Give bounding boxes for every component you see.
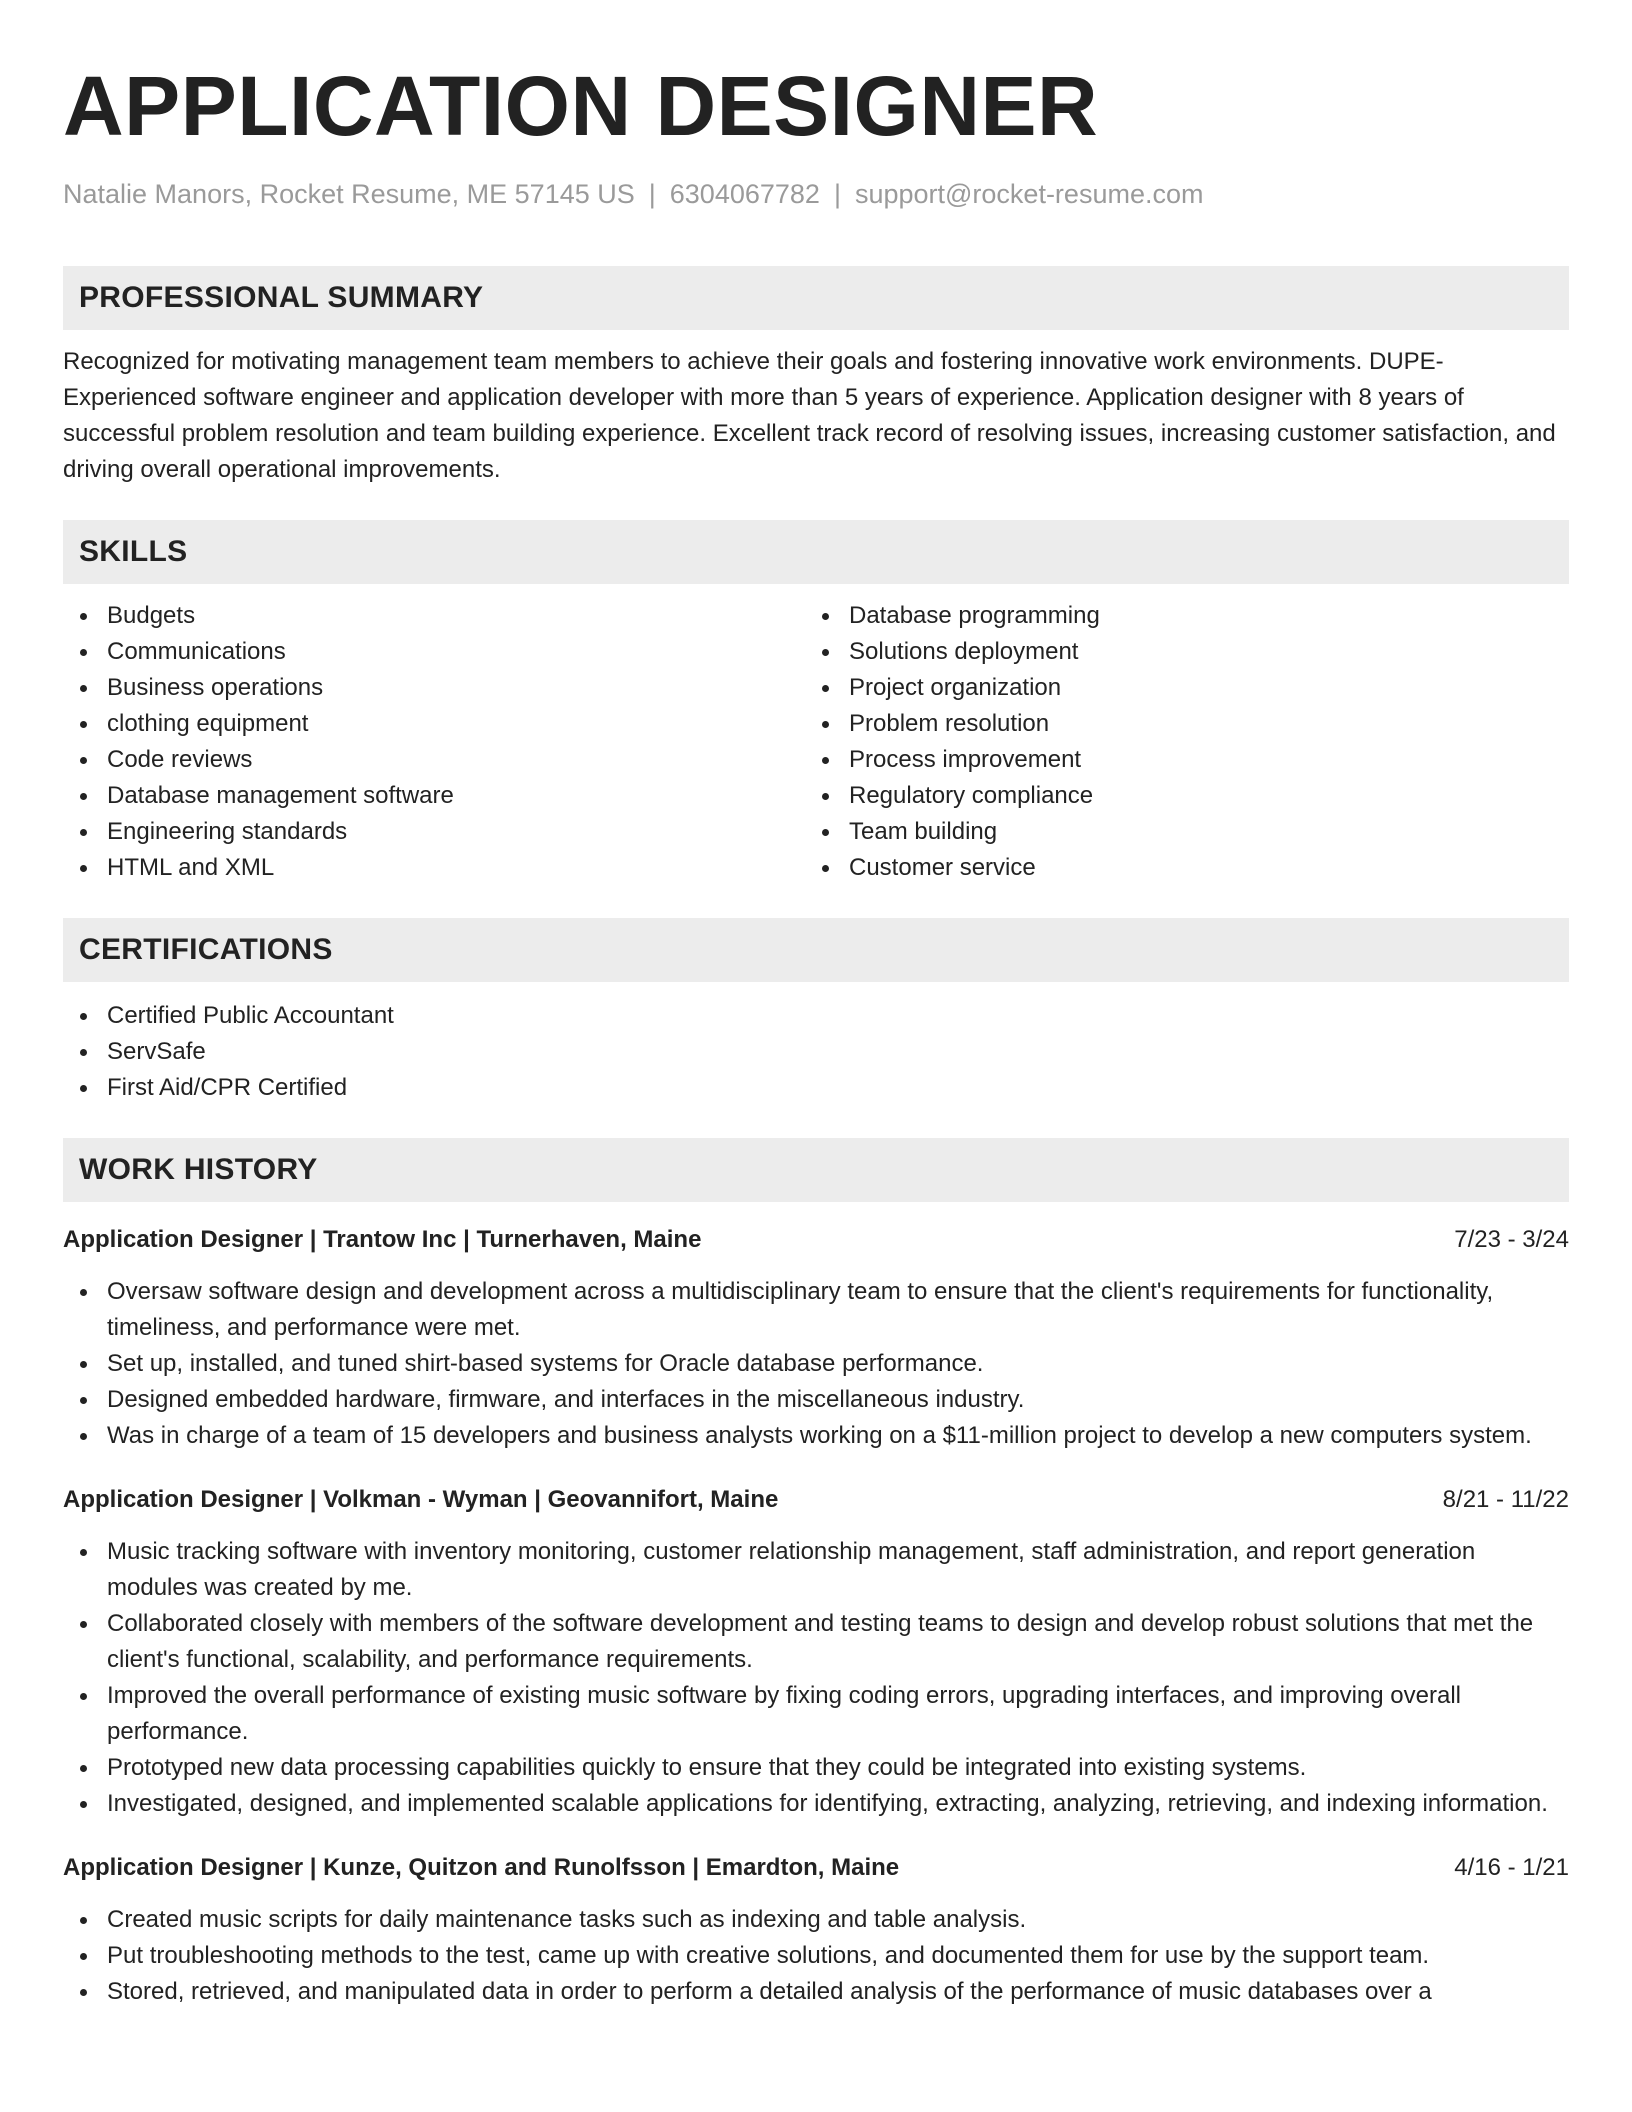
job-header <box>63 1222 1569 1258</box>
job-bullet: Oversaw software design and development across a multidisciplinary team to ensure that the client's requirements for functionality, timeliness, and performance were met. <box>107 1274 1569 1346</box>
job-header <box>63 1482 1569 1518</box>
job-bullet: Investigated, designed, and implemented scalable applications for identifying, extracting, analyzing, retrieving, and indexing information. <box>107 1786 1569 1822</box>
section-header-work-history: WORK HISTORY <box>63 1138 1569 1202</box>
skill-item: Project organization <box>849 670 1547 706</box>
job-bullet: Designed embedded hardware, firmware, and interfaces in the miscellaneous industry. <box>107 1382 1569 1418</box>
job-bullet: Created music scripts for daily maintenance tasks such as indexing and table analysis. <box>107 1902 1569 1938</box>
certification-item: Certified Public Accountant <box>107 998 1569 1034</box>
job-bullet: Prototyped new data processing capabilities quickly to ensure that they could be integrated into existing systems. <box>107 1750 1569 1786</box>
job-bullet: Set up, installed, and tuned shirt-based systems for Oracle database performance. <box>107 1346 1569 1382</box>
job-bullets <box>63 1534 1569 1822</box>
job-header <box>63 1850 1569 1886</box>
job-bullet: Music tracking software with inventory monitoring, customer relationship management, staff administration, and report generation modules was created by me. <box>107 1534 1569 1606</box>
job-dates: 4/16 - 1/21 <box>1454 1854 1569 1881</box>
skill-item: Database programming <box>849 598 1547 634</box>
skill-item: Team building <box>849 814 1547 850</box>
section-header-skills: SKILLS <box>63 520 1569 584</box>
job-bullets <box>63 1902 1569 2010</box>
job-dates: 7/23 - 3/24 <box>1454 1226 1569 1253</box>
certification-item: ServSafe <box>107 1034 1569 1070</box>
skill-item: Business operations <box>107 670 805 706</box>
contact-separator: | <box>648 179 656 209</box>
job-entry <box>63 1222 1569 1454</box>
skill-item: clothing equipment <box>107 706 805 742</box>
contact-line <box>63 176 1569 212</box>
skill-item: Database management software <box>107 778 805 814</box>
skill-item: Customer service <box>849 850 1547 886</box>
skills-list-left <box>63 598 805 886</box>
job-entry <box>63 1482 1569 1822</box>
job-bullet: Improved the overall performance of existing music software by fixing coding errors, upgrading interfaces, and improving overall performance. <box>107 1678 1569 1750</box>
contact-separator: | <box>833 179 841 209</box>
section-header-certifications: CERTIFICATIONS <box>63 918 1569 982</box>
section-header-summary: PROFESSIONAL SUMMARY <box>63 266 1569 330</box>
skill-item: Process improvement <box>849 742 1547 778</box>
skills-columns <box>63 598 1569 886</box>
job-bullet: Put troubleshooting methods to the test, came up with creative solutions, and documented them for use by the support team. <box>107 1938 1569 1974</box>
job-bullet: Was in charge of a team of 15 developers and business analysts working on a $11-million project to develop a new computers system. <box>107 1418 1569 1454</box>
job-bullet: Collaborated closely with members of the software development and testing teams to design and develop robust solutions that met the client's functional, scalability, and performance requirements. <box>107 1606 1569 1678</box>
job-title: Application Designer | Kunze, Quitzon and Runolfsson | Emardton, Maine <box>63 1854 900 1881</box>
skills-list-right <box>805 598 1547 886</box>
certifications-list <box>63 998 1569 1106</box>
skills-column-right <box>805 598 1547 886</box>
job-title: Application Designer | Volkman - Wyman | Geovannifort, Maine <box>63 1486 779 1513</box>
contact-phone: 6304067782 <box>669 179 820 209</box>
job-entry <box>63 1850 1569 2010</box>
skill-item: Problem resolution <box>849 706 1547 742</box>
skill-item: Regulatory compliance <box>849 778 1547 814</box>
summary-text: Recognized for motivating management team members to achieve their goals and fostering innovative work environments. DUPE-Experienced software engineer and application developer with more than 5 years of experience. Application designer with 8 years of successful problem resolution and team building experience. Excellent track record of resolving issues, increasing customer satisfaction, and driving overall operational improvements. <box>63 348 1556 483</box>
contact-email[interactable]: support@rocket-resume.com <box>854 179 1204 209</box>
skills-column-left <box>63 598 805 886</box>
job-bullets <box>63 1274 1569 1454</box>
skill-item: HTML and XML <box>107 850 805 886</box>
skill-item: Budgets <box>107 598 805 634</box>
skill-item: Code reviews <box>107 742 805 778</box>
skill-item: Engineering standards <box>107 814 805 850</box>
contact-address: Natalie Manors, Rocket Resume, ME 57145 US <box>63 179 635 209</box>
resume-title: APPLICATION DESIGNER <box>63 59 1099 153</box>
skill-item: Solutions deployment <box>849 634 1547 670</box>
certification-item: First Aid/CPR Certified <box>107 1070 1569 1106</box>
job-bullet: Stored, retrieved, and manipulated data in order to perform a detailed analysis of the performance of music databases over a <box>107 1974 1569 2010</box>
job-dates: 8/21 - 11/22 <box>1442 1486 1569 1513</box>
skill-item: Communications <box>107 634 805 670</box>
job-title: Application Designer | Trantow Inc | Turnerhaven, Maine <box>63 1226 702 1253</box>
